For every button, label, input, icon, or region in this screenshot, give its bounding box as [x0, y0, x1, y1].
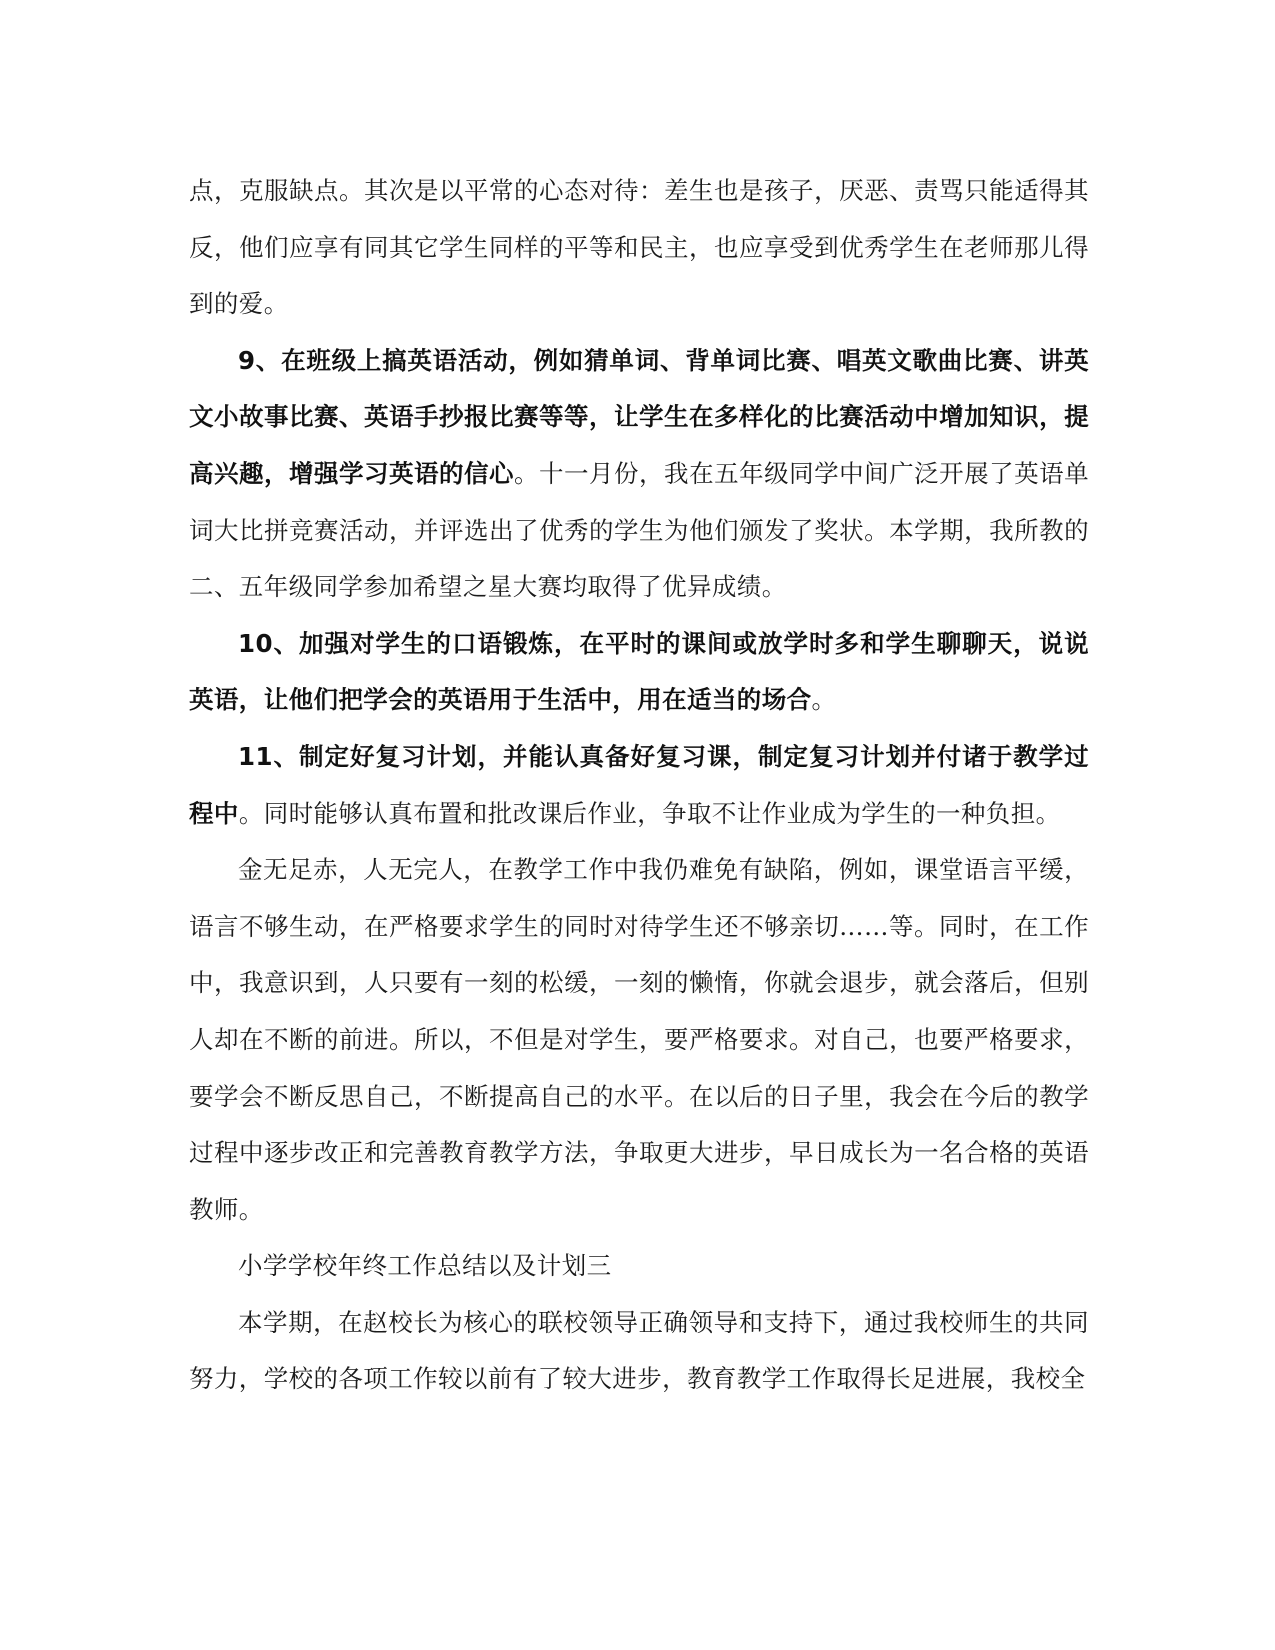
paragraph-bold-text: 11、制定好复习计划，并能认真备好复习课，制定复习计划并付诸于教学过程中 [189, 741, 1089, 828]
paragraph-text: 。同时能够认真布置和批改课后作业，争取不让作业成为学生的一种负担。 [238, 798, 1061, 828]
paragraph-text: 。 [811, 685, 837, 715]
paragraph-bold-text: 9、在班级上搞英语活动，例如猜单词、背单词比赛、唱英文歌曲比赛、讲英文小故事比赛、英语手抄报比赛等等，让学生在多样化的比赛活动中增加知识，提高兴趣，增强学习英语的信心 [189, 345, 1089, 488]
paragraph-bold-text: 10、加强对学生的口语锻炼，在平时的课间或放学时多和学生聊聊天，说说英语，让他们把学会的英语用于生活中，用在适当的场合 [189, 628, 1089, 715]
paragraph-text: 金无足赤，人无完人，在教学工作中我仍难免有缺陷，例如，课堂语言平缓，语言不够生动，在严格要求学生的同时对待学生还不够亲切……等。同时，在工作中，我意识到，人只要有一刻的松缓，一刻的懒惰，你就会退步，就会落后，但别人却在不断的前进。所以，不但是对学生，要严格要求。对自己，也要严格要求，要学会不断反思自己，不断提高自己的水平。在以后的日子里，我会在今后的教学过程中逐步改正和完善教育教学方法，争取更大进步，早日成长为一名合格的英语教师。 [189, 855, 1089, 1224]
paragraph-item-9 [189, 333, 1089, 616]
paragraph-reflection [189, 842, 1089, 1238]
paragraph-text: 点，克服缺点。其次是以平常的心态对待：差生也是孩子，厌恶、责骂只能适得其反，他们应享有同其它学生同样的平等和民主，也应享受到优秀学生在老师那儿得到的爱。 [189, 176, 1089, 319]
paragraph-text: 。十一月份，我在五年级同学中间广泛开展了英语单词大比拼竞赛活动，并评选出了优秀的学生为他们颁发了奖状。本学期，我所教的二、五年级同学参加希望之星大赛均取得了优异成绩。 [189, 458, 1090, 602]
section-heading [189, 1238, 1089, 1295]
paragraph-text: 本学期，在赵校长为核心的联校领导正确领导和支持下，通过我校师生的共同努力，学校的各项工作较以前有了较大进步，教育教学工作取得长足进展，我校全 [189, 1307, 1089, 1394]
paragraph-intro [189, 1295, 1089, 1408]
paragraph-item-10 [189, 616, 1089, 729]
paragraph-item-11 [189, 729, 1089, 842]
section-heading-text: 小学学校年终工作总结以及计划三 [238, 1251, 612, 1281]
paragraph-continuation [189, 163, 1089, 333]
document-body [189, 163, 1089, 1408]
